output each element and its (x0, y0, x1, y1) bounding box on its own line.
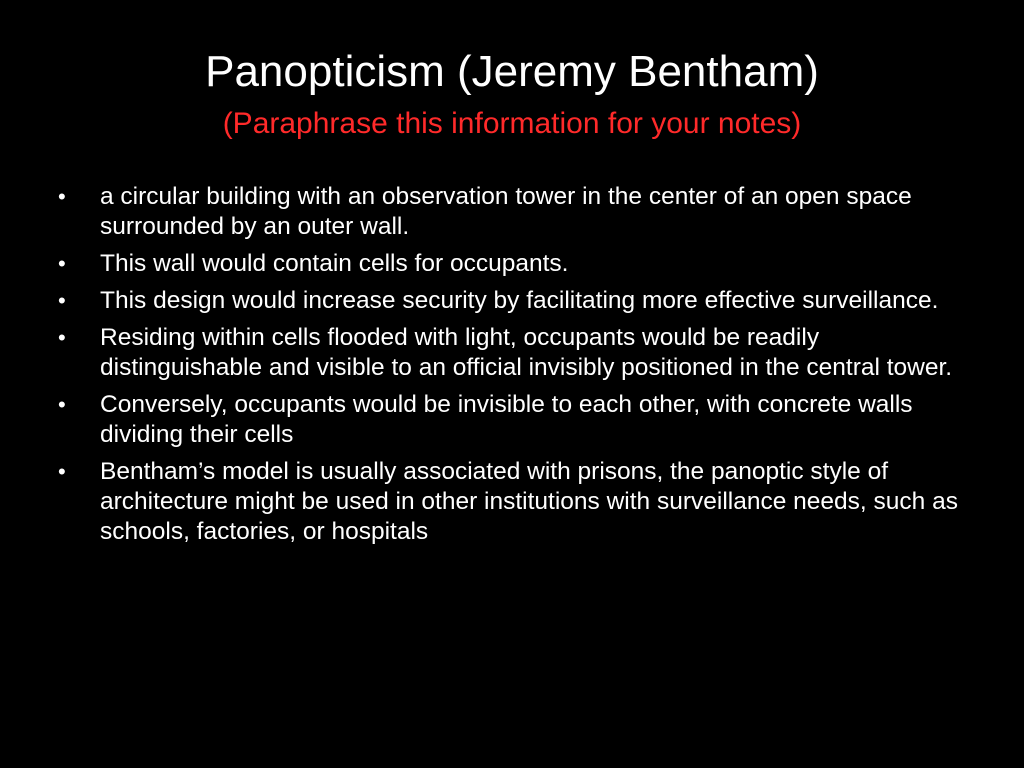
bullet-marker: • (58, 459, 66, 484)
bullet-marker: • (58, 392, 66, 417)
bullet-marker: • (58, 325, 66, 350)
bullet-text: This wall would contain cells for occupants. (100, 250, 569, 277)
bullet-marker: • (58, 251, 66, 276)
title-block (0, 44, 1024, 144)
bullet-item (58, 182, 978, 242)
slide-subtitle: (Paraphrase this information for your notes) (222, 107, 802, 140)
bullet-list (58, 182, 978, 554)
bullet-text: Residing within cells flooded with light, occupants would be readily distinguishable and visible to an official invisibly positioned in the central tower. (100, 324, 953, 381)
bullet-marker: • (58, 184, 66, 209)
bullet-item (58, 249, 978, 279)
bullet-text: This design would increase security by facilitating more effective surveillance. (100, 287, 939, 314)
slide-title: Panopticism (Jeremy Bentham) (205, 47, 819, 96)
bullet-item (58, 390, 978, 450)
bullet-text: Conversely, occupants would be invisible to each other, with concrete walls dividing their cells (100, 391, 913, 448)
bullet-text: a circular building with an observation tower in the center of an open space surrounded by an outer wall. (100, 183, 912, 240)
bullet-item (58, 457, 978, 547)
bullet-item (58, 323, 978, 383)
bullet-item (58, 286, 978, 316)
bullet-marker: • (58, 288, 66, 313)
bullet-text: Bentham’s model is usually associated with prisons, the panoptic style of architecture might be used in other institutions with surveillance needs, such as schools, factories, or hospitals (100, 458, 958, 545)
